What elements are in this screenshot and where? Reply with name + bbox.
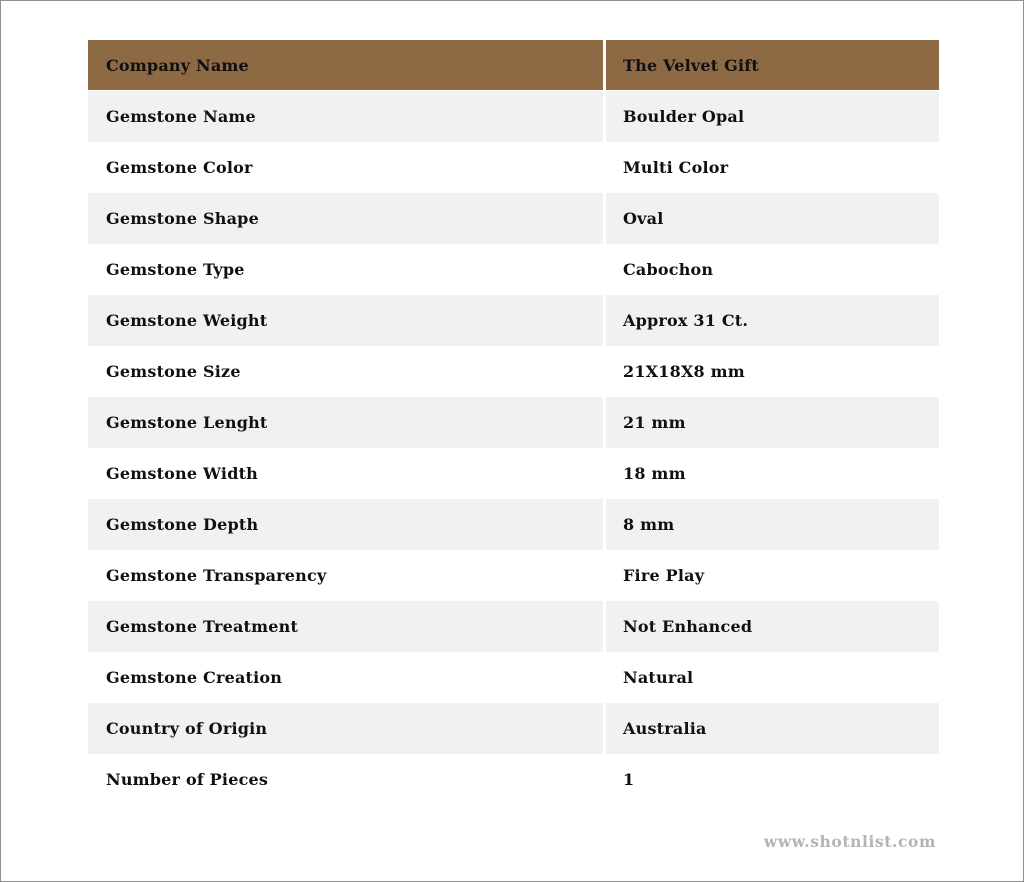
spec-row [88, 346, 939, 397]
spec-value-cell: Multi Color [606, 142, 939, 193]
spec-value-cell: 21 mm [606, 397, 939, 448]
spec-value-cell: Oval [606, 193, 939, 244]
spec-row [88, 652, 939, 703]
spec-label-cell: Gemstone Name [88, 91, 603, 142]
spec-value-cell: Cabochon [606, 244, 939, 295]
spec-value-cell: Approx 31 Ct. [606, 295, 939, 346]
spec-row [88, 601, 939, 652]
spec-row [88, 703, 939, 754]
spec-label-cell: Gemstone Creation [88, 652, 603, 703]
spec-label-cell: Gemstone Weight [88, 295, 603, 346]
spec-row [88, 448, 939, 499]
spec-table-header-row [88, 40, 939, 90]
spec-value-cell: 18 mm [606, 448, 939, 499]
spec-row [88, 397, 939, 448]
spec-row [88, 550, 939, 601]
spec-row [88, 754, 939, 805]
spec-row [88, 142, 939, 193]
spec-value-cell: 21X18X8 mm [606, 346, 939, 397]
spec-value-cell: Not Enhanced [606, 601, 939, 652]
spec-value-cell: Boulder Opal [606, 91, 939, 142]
spec-table-body [88, 91, 939, 805]
spec-label-cell: Gemstone Width [88, 448, 603, 499]
spec-row [88, 295, 939, 346]
spec-value-cell: 1 [606, 754, 939, 805]
spec-label-cell: Gemstone Transparency [88, 550, 603, 601]
spec-value-cell: Fire Play [606, 550, 939, 601]
spec-label-cell: Gemstone Type [88, 244, 603, 295]
spec-value-cell: 8 mm [606, 499, 939, 550]
spec-label-cell: Number of Pieces [88, 754, 603, 805]
spec-label-cell: Gemstone Lenght [88, 397, 603, 448]
watermark: www.shotnlist.com [763, 832, 936, 851]
spec-value-cell: Australia [606, 703, 939, 754]
spec-table [88, 40, 939, 805]
spec-label-cell: Gemstone Color [88, 142, 603, 193]
spec-label-cell: Country of Origin [88, 703, 603, 754]
spec-label-cell: Gemstone Depth [88, 499, 603, 550]
header-value-cell: The Velvet Gift [606, 40, 939, 90]
spec-label-cell: Gemstone Treatment [88, 601, 603, 652]
spec-row [88, 91, 939, 142]
header-label-cell: Company Name [88, 40, 603, 90]
spec-row [88, 193, 939, 244]
spec-row [88, 244, 939, 295]
spec-label-cell: Gemstone Shape [88, 193, 603, 244]
spec-value-cell: Natural [606, 652, 939, 703]
spec-row [88, 499, 939, 550]
spec-label-cell: Gemstone Size [88, 346, 603, 397]
